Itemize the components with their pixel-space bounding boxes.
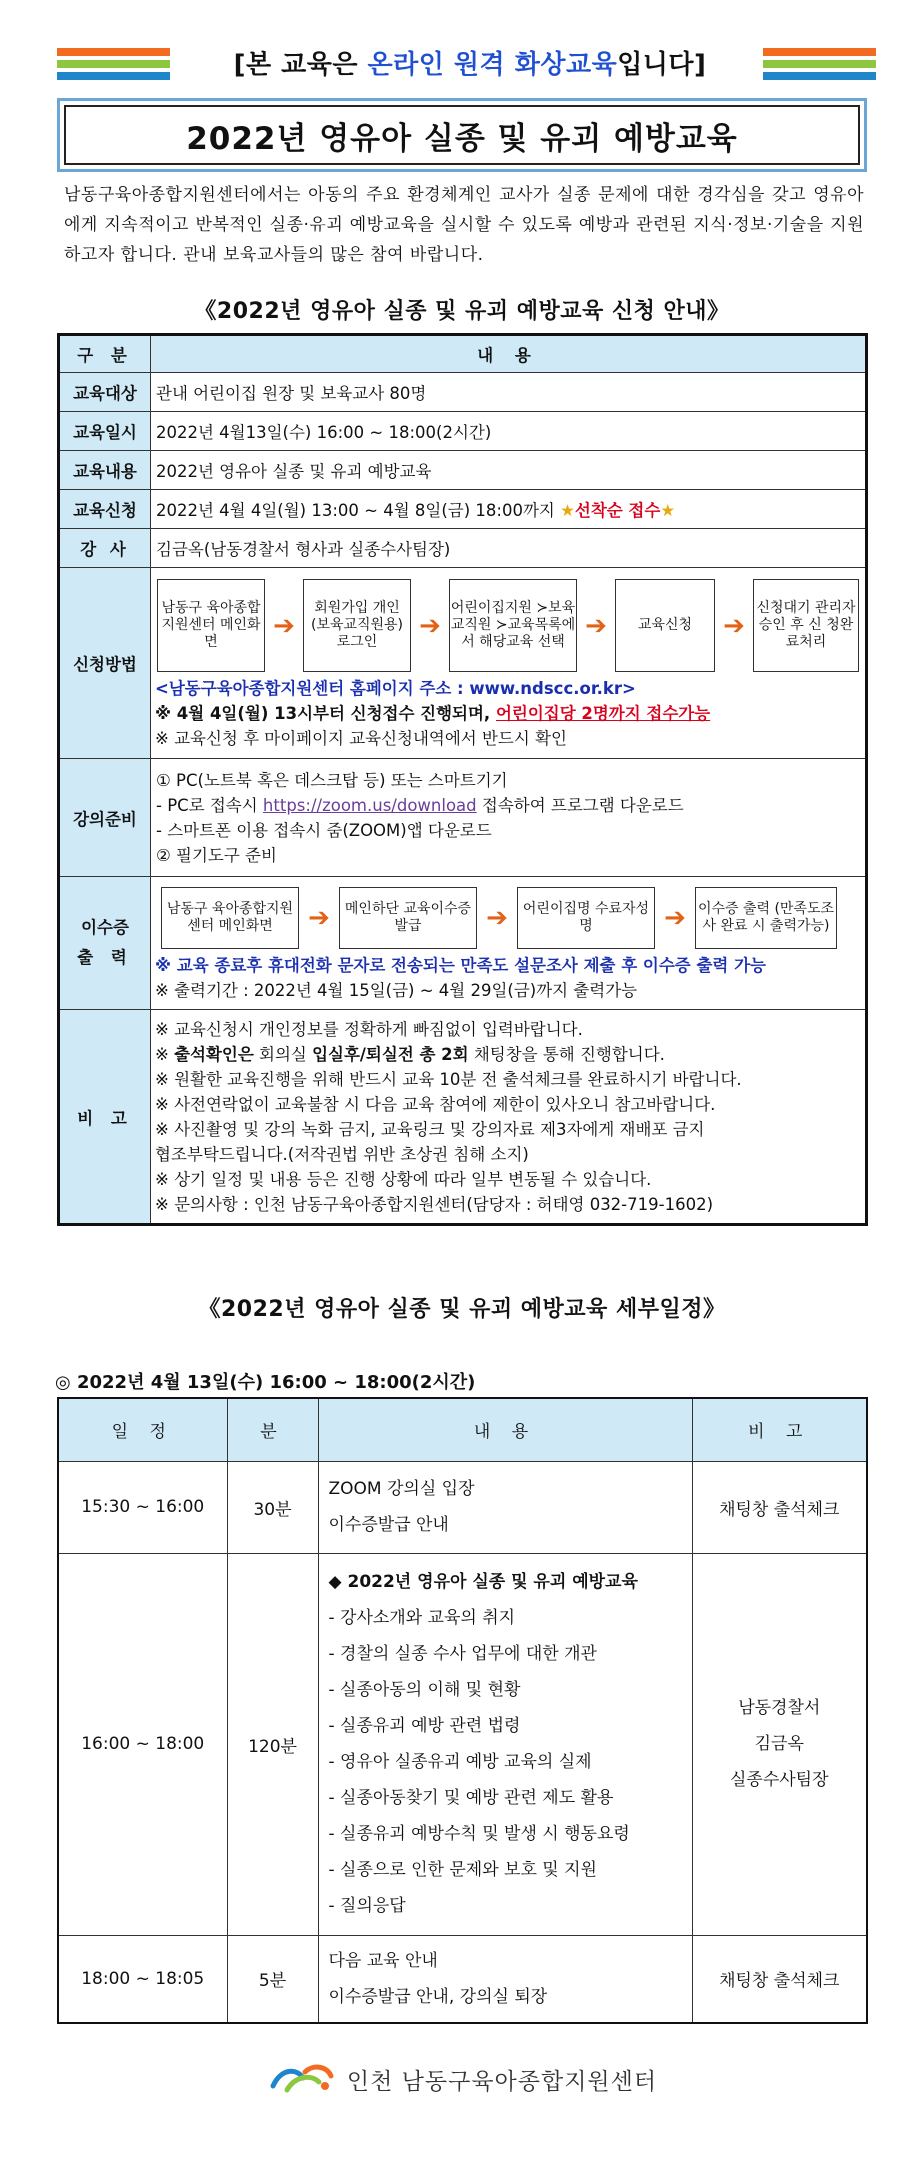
- remarks-value: [151, 1010, 867, 1225]
- row-content: 다음 교육 안내 이수증발급 안내, 강의실 퇴장: [318, 1935, 692, 2023]
- table-row: [59, 877, 867, 1010]
- decorative-stripes-right: [763, 48, 876, 84]
- footer: [0, 2062, 924, 2096]
- star-icon: ★: [560, 501, 575, 520]
- flow-step-5: 신청대기 관리자 승인 후 신 청완료처리: [753, 579, 859, 672]
- first-come-badge: 선착순 접수: [574, 501, 661, 520]
- content-value: 2022년 영유아 실종 및 유괴 예방교육: [151, 451, 867, 490]
- method-value: [151, 568, 867, 759]
- prep-label: 강의준비: [59, 759, 151, 877]
- online-notice-banner: [본 교육은 온라인 원격 화상교육입니다]: [233, 50, 707, 80]
- row-note: 채팅창 출석체크: [692, 1935, 867, 2023]
- org-logo-icon: [267, 2062, 335, 2096]
- target-label: 교육대상: [59, 373, 151, 412]
- prep-line-3: - 스마트폰 이용 접속시 줌(ZOOM)앱 다운로드: [156, 820, 492, 840]
- table-row: [59, 412, 867, 451]
- remark-line: ※ 문의사항 : 인천 남동구육아종합지원센터(담당자 : 허태영 032-719-1602): [155, 1194, 714, 1214]
- cert-note-2: ※ 출력기간 : 2022년 4월 15일(금) ~ 4월 29일(금)까지 출력가능: [155, 981, 638, 1000]
- row-minutes: 30분: [227, 1461, 318, 1553]
- arrow-right-icon: ➔: [308, 903, 330, 933]
- remark-line: 협조부탁드립니다.(저작권법 위반 초상권 침해 소지): [155, 1144, 529, 1164]
- row-content: ZOOM 강의실 입장 이수증발급 안내: [318, 1461, 692, 1553]
- row-note: 남동경찰서 김금옥 실종수사팀장: [692, 1553, 867, 1935]
- cert-label: 이수증 출 력: [59, 877, 151, 1010]
- application-section-title: 《2022년 영유아 실종 및 유괴 예방교육 신청 안내》: [194, 299, 730, 324]
- remarks-label: 비 고: [59, 1010, 151, 1225]
- header-category: 구 분: [59, 335, 151, 373]
- row-time: 15:30 ~ 16:00: [58, 1461, 227, 1553]
- date-value: 2022년 4월13일(수) 16:00 ~ 18:00(2시간): [151, 412, 867, 451]
- arrow-right-icon: ➔: [273, 610, 295, 641]
- remark-line: ※ 사진촬영 및 강의 녹화 금지, 교육링크 및 강의자료 제3자에게 재배포 금지: [155, 1119, 705, 1139]
- cert-step-4: 이수증 출력 (만족도조사 완료 시 출력가능): [695, 887, 837, 949]
- homepage-link[interactable]: <남동구육아종합지원센터 홈페이지 주소 : www.ndscc.or.kr>: [155, 679, 636, 698]
- flow-step-3: 어린이집지원 ≻보육교직원 ≻교육목록에서 해당교육 선택: [449, 579, 577, 672]
- table-row: [59, 490, 867, 529]
- cert-note-1: ※ 교육 종료후 휴대전화 문자로 전송되는 만족도 설문조사 제출 후 이수증 출력 가능: [155, 956, 766, 975]
- table-row: [59, 451, 867, 490]
- header-note: 비 고: [692, 1398, 867, 1461]
- row-note: 채팅창 출석체크: [692, 1461, 867, 1553]
- row-time: 18:00 ~ 18:05: [58, 1935, 227, 2023]
- cert-step-2: 메인하단 교육이수증발급: [339, 887, 477, 949]
- row-minutes: 5분: [227, 1935, 318, 2023]
- application-flow: [155, 575, 861, 676]
- flow-step-2: 회원가입 개인 (보육교직원용) 로그인: [303, 579, 411, 672]
- arrow-right-icon: ➔: [486, 903, 508, 933]
- method-label: 신청방법: [59, 568, 151, 759]
- prep-line-4: ② 필기도구 준비: [156, 845, 277, 865]
- flow-step-1: 남동구 육아종합 지원센터 메인화면: [157, 579, 265, 672]
- zoom-download-link[interactable]: https://zoom.us/download: [262, 795, 477, 815]
- date-label: 교육일시: [59, 412, 151, 451]
- star-icon: ★: [660, 501, 676, 520]
- cert-step-3: 어린이집명 수료자성명: [517, 887, 655, 949]
- remark-line: ※ 사전연락없이 교육불참 시 다음 교육 참여에 제한이 있사오니 참고바랍니다.: [155, 1094, 716, 1114]
- remark-line: ※ 상기 일정 및 내용 등은 진행 상황에 따라 일부 변동될 수 있습니다.: [155, 1169, 652, 1189]
- header-minutes: 분: [227, 1398, 318, 1461]
- cert-value: [151, 877, 867, 1010]
- decorative-stripes-left: [57, 48, 170, 84]
- schedule-date: ◎ 2022년 4월 13일(수) 16:00 ~ 18:00(2시간): [55, 1372, 476, 1393]
- intro-paragraph: 남동구육아종합지원센터에서는 아동의 주요 환경체계인 교사가 실종 문제에 대한 경각심을 갖고 영유아에게 지속적이고 반복적인 실종·유괴 예방교육을 실시할 수 있도록 예방과 관련된 지식·정보·기술을 지원하고자 합니다. 관내 보육교사들의 많은 참여 바랍니다.: [64, 185, 864, 265]
- apply-label: 교육신청: [59, 490, 151, 529]
- remark-line: ※ 교육신청시 개인정보를 정확하게 빠짐없이 입력바랍니다.: [155, 1019, 583, 1039]
- flow-step-4: 교육신청: [615, 579, 715, 672]
- header-content: 내 용: [318, 1398, 692, 1461]
- page-title-box: [57, 98, 867, 172]
- prep-line-1: ① PC(노트북 혹은 데스크탑 등) 또는 스마트기기: [156, 770, 508, 790]
- schedule-section-title: 《2022년 영유아 실종 및 유괴 예방교육 세부일정》: [198, 1297, 726, 1322]
- content-label: 교육내용: [59, 451, 151, 490]
- row-content: ◆ 2022년 영유아 실종 및 유괴 예방교육 - 강사소개와 교육의 취지 - 경찰의 실종 수사 업무에 대한 개관 - 실종아동의 이해 및 현황 - 실종유괴 예방 관련 법령 - 영유아 실종유괴 예방 교육의 실제 - 실종아동찾기 및 예방 관련 제도 활용 - 실종유괴 예방수칙 및 발생 시 행동요령 - 실종으로 인한 문제와 보호 및 지원 - 질의응답: [318, 1553, 692, 1935]
- schedule-header-row: [58, 1398, 867, 1461]
- table-row: [58, 1553, 867, 1935]
- apply-value: 2022년 4월 4일(월) 13:00 ~ 4월 8일(금) 18:00까지 ★선착순 접수★: [151, 490, 867, 529]
- org-name: 인천 남동구육아종합지원센터: [346, 2068, 658, 2095]
- table-row: [59, 1010, 867, 1225]
- remark-line: ※ 출석확인은 회의실 입실후/퇴실전 총 2회 채팅창을 통해 진행합니다.: [155, 1044, 665, 1064]
- table-row: [59, 373, 867, 412]
- target-value: 관내 어린이집 원장 및 보육교사 80명: [151, 373, 867, 412]
- instructor-value: 김금옥(남동경찰서 형사과 실종수사팀장): [151, 529, 867, 568]
- schedule-table: [57, 1397, 868, 2024]
- prep-line-2: - PC로 접속시 https://zoom.us/download 접속하여 프로그램 다운로드: [156, 795, 684, 815]
- arrow-right-icon: ➔: [419, 610, 441, 641]
- application-info-table: [57, 333, 868, 1226]
- arrow-right-icon: ➔: [723, 610, 745, 641]
- header-time: 일 정: [58, 1398, 227, 1461]
- cert-step-1: 남동구 육아종합지원센터 메인화면: [161, 887, 299, 949]
- table-row: [59, 759, 867, 877]
- table-row: [58, 1935, 867, 2023]
- row-minutes: 120분: [227, 1553, 318, 1935]
- page-title: 2022년 영유아 실종 및 유괴 예방교육: [64, 105, 860, 165]
- remark-line: ※ 원활한 교육진행을 위해 반드시 교육 10분 전 출석체크를 완료하시기 바랍니다.: [155, 1069, 742, 1089]
- prep-value: [151, 759, 867, 877]
- table-row: [59, 568, 867, 759]
- table-row: [59, 529, 867, 568]
- instructor-label: 강 사: [59, 529, 151, 568]
- table-row: [58, 1461, 867, 1553]
- header-content: 내 용: [151, 335, 867, 373]
- arrow-right-icon: ➔: [585, 610, 607, 641]
- table-header-row: [59, 335, 867, 373]
- method-note-2: ※ 교육신청 후 마이페이지 교육신청내역에서 반드시 확인: [155, 729, 567, 748]
- cert-flow: [155, 883, 861, 953]
- arrow-right-icon: ➔: [664, 903, 686, 933]
- method-note-1: ※ 4월 4일(월) 13시부터 신청접수 진행되며, 어린이집당 2명까지 접수가능: [155, 704, 711, 723]
- row-time: 16:00 ~ 18:00: [58, 1553, 227, 1935]
